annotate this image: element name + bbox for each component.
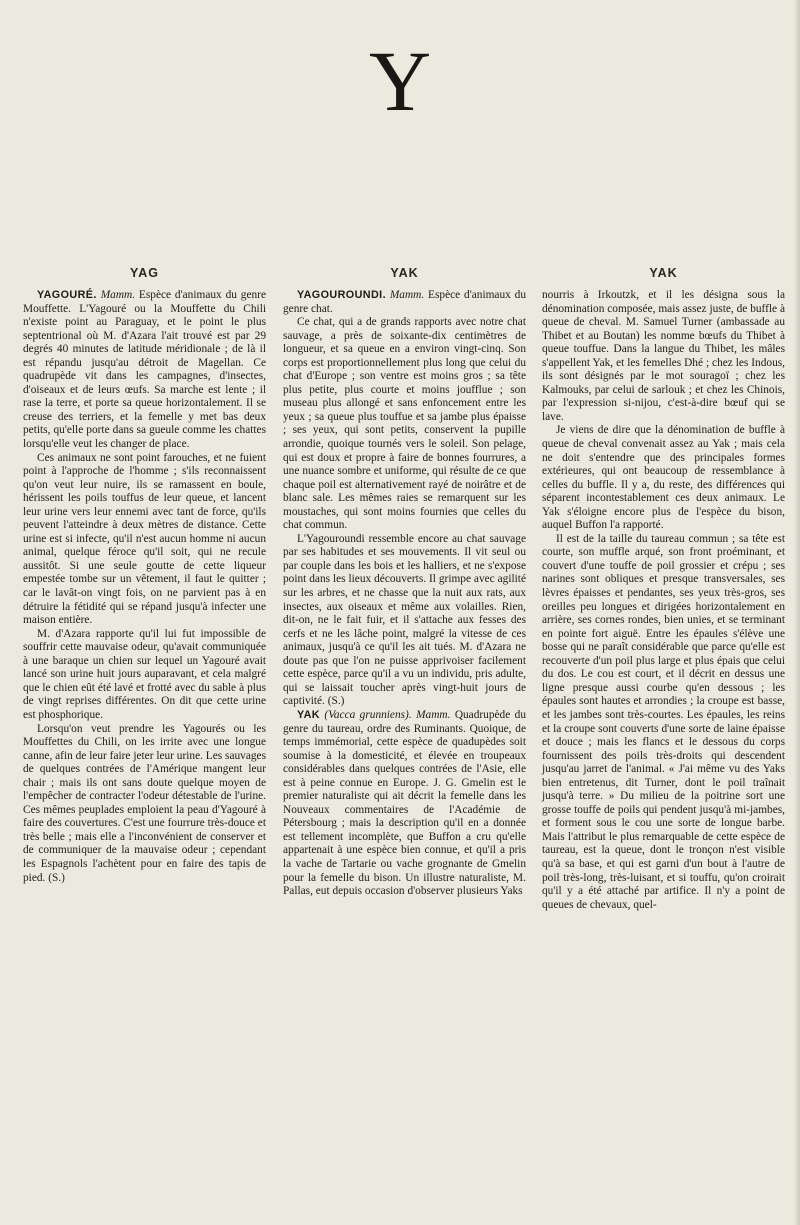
paragraph-text: Ces animaux ne sont point farouches, et ne fuient point à l'approche de l'homme ; s'ils reconnaissent qu'on veut leur nuire, ils se ramassent en boule, hérissent les poils touffus de leur queue, et lancent leur urine vers leur ennemi avec tant de force, qu'ils peuvent l'atteindre à deux mètres de distance. Cette urine est si infecte, qu'il n'est aucun homme ni aucun animal, quelque féroce qu'il soit, qui ne recule aussitôt. Si une seule goutte de cette liqueur empestée tombe sur un vêtement, il faut le quitter ; car le lavât-on vingt fois, on ne parvient pas à en détruire la fétidité qui se répand jusqu'à infecter une maison entière.	[23, 451, 266, 627]
entry-headword: YAK	[297, 708, 321, 721]
paragraph-text: Lorsqu'on veut prendre les Yagourés ou les Mouffettes du Chili, on les irrite avec une longue canne, afin de leur faire jeter leur urine. Les sauvages de quelques contrées de l'Amérique mangent leur chair ; mais ils ont sans doute quelque moyen de l'empêcher de contracter l'odeur détestable de l'urine. Ces mêmes peuplades emploient la peau d'Yagouré à faire des couvertures. C'est une fourrure très-douce et très belle ; mais elle a l'inconvénient de conserver et de communiquer de la mauvaise odeur ; cependant les Espagnols l'achètent pour en faire des tapis de pied. (S.)	[23, 722, 266, 884]
paragraph-text: M. d'Azara rapporte qu'il lui fut impossible de souffrir cette mauvaise odeur, qu'avait communiquée à une baraque un chien sur lequel un Yagouré avait lancé son urine huit jours auparavant, et cela malgré que le chien eût été lavé et frotté avec du sable à plus de vingt reprises différentes. On dit que cette urine est phosphorique.	[23, 627, 266, 721]
page-edge-shadow	[794, 0, 800, 1225]
paragraph	[542, 289, 785, 424]
paragraph-text: Espèce d'animaux du genre Mouffette. L'Yagouré ou la Mouffette du Chili n'existe point au Paraguay, et le point le plus septentrional où M. d'Azara l'ait trouvé est par 29 degrés 40 minutes de latitude méridionale ; de là il est répandu jusqu'au détroit de Magellan. Ce quadrupède vit dans les campagnes, d'insectes, d'oiseaux et de leurs œufs. Sa marche est lente ; il rase la terre, et porte sa queue horizontalement. Il se creuse des terriers, et la femelle y met bas deux petits, qu'elle porte dans sa gueule comme les chattes lorsqu'elle veut les changer de place.	[23, 289, 266, 451]
entry-headword: YAGOUROUNDI.	[297, 289, 386, 301]
paragraph-text: Il est de la taille du taureau commun ; sa tête est courte, son muffle arqué, son front proéminant, et couvert d'une touffe de poil grossier et crépu ; ses narines sont obliques et presque transversales, ses lèvres épaisses et pendantes, ses yeux très-gros, ses oreilles peu longues et dirigées horizontalement en arrière, ses cornes rondes, bien unies, et se terminant en pointe fort aiguë. Entre les épaules s'élève une bosse qui ne paraît considérable que parce qu'elle est recouverte d'un poil plus large et plus épais que celui du dos. Le cou est court, et il décrit en dessus une ligne presque aussi courbe qu'en dessous ; les épaules sont hautes et arrondies ; la croupe est basse, et les jambes sont très-courtes. Les épaules, les reins et la croupe sont couverts d'une sorte de laine épaisse et douce ; mais les flancs et le dessous du corps fournissent des poils très-droits qui descendent jusqu'au jarret de l'animal. « J'ai même vu des Yaks bien entretenus, dit Turner, dont le poil traînait jusqu'à terre. » Du milieu de la poitrine sort une grosse touffe de poils qui pendent jusqu'à mi-jambes, et forment sous le cou une sorte de longue barbe. Mais l'attribut le plus remarquable de cette espèce de taureau, est la queue, dont le tronçon n'est visible qu'à sa base, et qui est garni d'un bout à l'autre de poil très-long, très-luisant, et si touffu, qu'on croirait qu'il y a été attaché par artifice. Il n'y a point de queues de chevaux, quel-	[542, 532, 785, 911]
running-head: YAK	[649, 266, 678, 280]
entry-abbreviation: Mamm.	[389, 289, 425, 301]
column-3	[542, 266, 785, 912]
paragraph-text: Ce chat, qui a de grands rapports avec notre chat sauvage, a près de soixante-dix centimètres de longueur, et sa queue en a environ vingt-cinq. Son corps est proportionnellement plus long que celui du chat d'Europe ; son ventre est moins gros ; sa tête plus petite, plus courte et moins joufflue ; son museau plus allongé et sans enfoncement entre les yeux ; sa queue plus touffue et sa jambe plus épaisse ; ses yeux, qui sont petits, conservent la pupille arrondie, quoique tournés vers le soleil. Son pelage, qui est doux et propre à faire de bonnes fourrures, a une nuance sombre et uniforme, qui résulte de ce que chaque poil est alternativement rayé de noirâtre et de blanc sale. Les mêmes raies se remarquent sur les moustaches, qui sont moins fournies que celles du chat commun.	[283, 316, 526, 532]
column-text	[23, 289, 266, 885]
paragraph	[283, 709, 526, 899]
paragraph-text: Quadrupède du genre du taureau, ordre des Ruminants. Quoique, de temps immémorial, cette espèce de quadupèdes soit soumise à la domesticité, et élevée en troupeaux considérables dans quelques contrées de l'Asie, elle est à peine connue en Europe. J. G. Gmelin est le premier naturaliste qui ait décrit la femelle dans les Nouveaux commentaires de l'Académie de Pétersbourg ; mais la description qu'il en a donnée est tellement incomplète, que Buffon a cru qu'elle appartenait à une espèce bien connue, et qu'il a pris la vache de Tartarie ou vache grognante de Gmelin pour la femelle du bison. Un illustre naturaliste, M. Pallas, eut depuis occasion d'observer plusieurs Yaks	[283, 708, 526, 898]
paragraph-text: Je viens de dire que la dénomination de buffle à queue de cheval convenait assez au Yak ; mais cela ne doit s'entendre que des principales formes extérieures, qui ont beaucoup de ressemblance à celles du buffle. Il y a, du reste, des différences qui séparent incontestablement ces deux animaux. Le Yak s'éloigne encore plus de l'espèce du bison, auquel Buffon l'a rapporté.	[542, 424, 785, 532]
column-2	[283, 266, 526, 899]
paragraph-text: nourris à Irkoutzk, et il les désigna sous la dénomination composée, mais assez juste, de buffle à queue de cheval. M. Samuel Turner (ambassade au Thibet et au Boutan) les nomme bœufs du Thibet à queue touffue. Dans la langue du Thibet, les mâles s'appellent Yak, et les femelles Dhé ; chez les Indous, ils sont désignés par le mot souragoï ; chez les Kalmouks, par celui de sarlouk ; et chez les Chinois, par l'expression si-nijou, c'est-à-dire bœuf qui se lave.	[542, 289, 785, 423]
running-head: YAG	[130, 266, 159, 280]
paragraph	[283, 533, 526, 709]
entry-abbreviation: Mamm.	[100, 289, 136, 301]
paragraph	[23, 723, 266, 886]
paragraph	[542, 424, 785, 532]
section-letter: Y	[368, 33, 432, 129]
paragraph	[542, 533, 785, 912]
paragraph	[23, 628, 266, 723]
entry-headword: YAGOURÉ.	[37, 289, 97, 301]
paragraph-text: L'Yagouroundi ressemble encore au chat sauvage par ses habitudes et ses mouvements. Il vit seul ou par couple dans les bois et les halliers, et ne s'expose point dans les lieux découverts. Il grimpe avec agilité sur les arbres, et ne chasse que la nuit aux rats, aux insectes, aux oiseaux et même aux volailles. Rien, dit-on, ne le fait fuir, et il s'attache aux fesses des cerfs et ne les lâche point, malgré la vitesse de ces animaux, jusqu'à ce qu'il les ait tués. M. d'Azara ne doute pas que l'on ne puisse apprivoiser facilement cette espèce, parce qu'il a vu un individu, pris adulte, qui se laissait toucher après vingt-huit jours de captivité. (S.)	[283, 532, 526, 708]
paragraph	[283, 289, 526, 316]
paragraph	[23, 452, 266, 628]
column-1	[23, 266, 266, 885]
column-text	[542, 289, 785, 912]
paragraph	[283, 316, 526, 533]
entry-abbreviation: (Vacca grunniens). Mamm.	[324, 708, 451, 721]
paragraph-text: Espèce d'animaux du genre chat.	[283, 289, 526, 315]
running-head: YAK	[390, 266, 419, 280]
paragraph	[23, 289, 266, 452]
column-text	[283, 289, 526, 899]
